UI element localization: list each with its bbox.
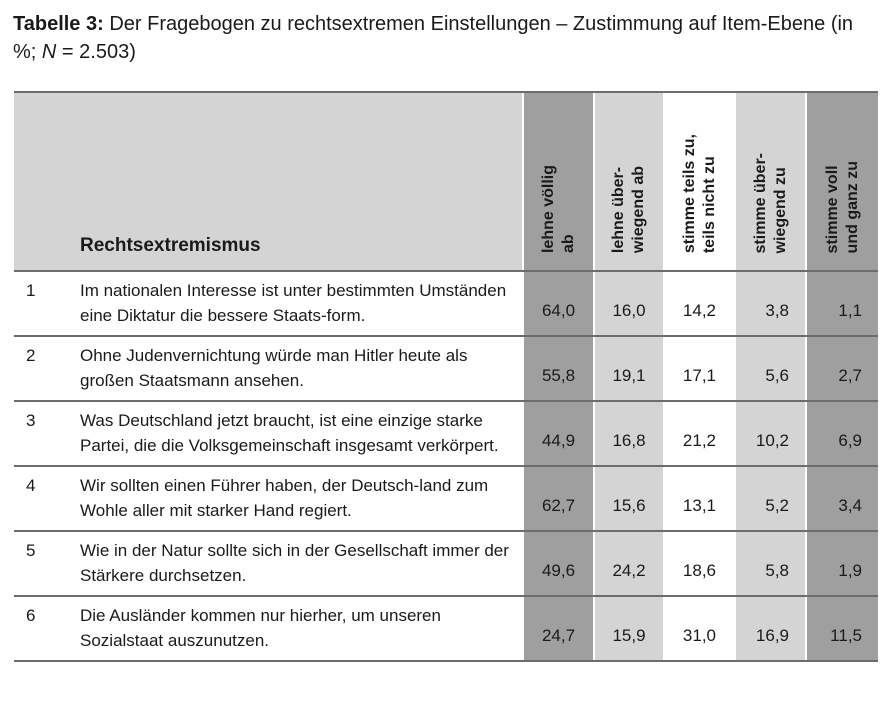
value-cell: 1,1 [806, 271, 878, 336]
value-cell: 3,4 [806, 466, 878, 531]
value-cell: 16,8 [594, 401, 664, 466]
column-header-label: stimme voll und ganz zu [823, 160, 861, 253]
value-cell: 16,9 [735, 596, 806, 661]
value-cell: 5,2 [735, 466, 806, 531]
column-header [523, 92, 594, 271]
column-header-label: stimme teils zu, teils nicht zu [680, 133, 718, 253]
value-cell: 11,5 [806, 596, 878, 661]
row-item-text: Wie in der Natur sollte sich in der Gesellschaft immer der Stärkere durchsetzen. [80, 541, 509, 585]
caption-text: Der Fragebogen zu rechtsextremen Einstellungen – Zustimmung auf Item-Ebene (in %; [13, 13, 854, 63]
table-header-row [14, 92, 878, 271]
value-cell: 19,1 [594, 336, 664, 401]
column-header [735, 92, 806, 271]
row-item-text: Ohne Judenvernichtung würde man Hitler heute als großen Staatsmann ansehen. [80, 346, 468, 390]
caption-text-end: = 2.503) [56, 41, 136, 63]
value-cell: 3,8 [735, 271, 806, 336]
value-cell: 10,2 [735, 401, 806, 466]
column-header-label: lehne über- wiegend ab [610, 165, 647, 253]
table-title: Rechtsextremismus [14, 92, 523, 271]
row-cell [14, 271, 523, 336]
column-header-label: stimme über- wiegend zu [751, 152, 789, 253]
table-row [14, 596, 878, 661]
row-item-text: Im nationalen Interesse ist unter bestimmten Umständen eine Diktatur die bessere Staats-form. [80, 281, 507, 325]
row-number: 4 [26, 476, 36, 495]
value-cell: 62,7 [523, 466, 594, 531]
value-cell: 55,8 [523, 336, 594, 401]
row-cell [14, 466, 523, 531]
value-cell: 15,9 [594, 596, 664, 661]
value-cell: 21,2 [664, 401, 735, 466]
column-header [806, 92, 878, 271]
value-cell: 18,6 [664, 531, 735, 596]
value-cell: 24,2 [594, 531, 664, 596]
row-number: 6 [26, 606, 36, 625]
row-cell [14, 531, 523, 596]
row-cell [14, 336, 523, 401]
value-cell: 14,2 [664, 271, 735, 336]
row-number: 1 [26, 281, 36, 300]
value-cell: 16,0 [594, 271, 664, 336]
row-item-text: Wir sollten einen Führer haben, der Deutsch-land zum Wohle aller mit starker Hand regiert. [80, 476, 489, 520]
row-item-text: Was Deutschland jetzt braucht, ist eine einzige starke Partei, die die Volksgemeinschaft insgesamt verkörpert. [80, 411, 499, 455]
column-header [594, 92, 664, 271]
value-cell: 31,0 [664, 596, 735, 661]
column-header [664, 92, 735, 271]
value-cell: 6,9 [806, 401, 878, 466]
table-row [14, 531, 878, 596]
value-cell: 5,6 [735, 336, 806, 401]
value-cell: 2,7 [806, 336, 878, 401]
value-cell: 24,7 [523, 596, 594, 661]
row-item-text: Die Ausländer kommen nur hierher, um unseren Sozialstaat auszunutzen. [80, 606, 441, 650]
table-row [14, 336, 878, 401]
row-cell [14, 401, 523, 466]
value-cell: 64,0 [523, 271, 594, 336]
row-number: 5 [26, 541, 36, 560]
value-cell: 5,8 [735, 531, 806, 596]
data-table [14, 91, 878, 662]
value-cell: 15,6 [594, 466, 664, 531]
row-cell [14, 596, 523, 661]
table-caption [13, 10, 873, 66]
table-row [14, 466, 878, 531]
column-header-label: lehne völlig ab [539, 164, 577, 253]
value-cell: 17,1 [664, 336, 735, 401]
value-cell: 49,6 [523, 531, 594, 596]
table-row [14, 271, 878, 336]
caption-label: Tabelle 3: [13, 13, 104, 35]
row-number: 3 [26, 411, 36, 430]
value-cell: 44,9 [523, 401, 594, 466]
caption-n-symbol: N [41, 41, 57, 63]
table-row [14, 401, 878, 466]
value-cell: 1,9 [806, 531, 878, 596]
row-number: 2 [26, 346, 36, 365]
value-cell: 13,1 [664, 466, 735, 531]
